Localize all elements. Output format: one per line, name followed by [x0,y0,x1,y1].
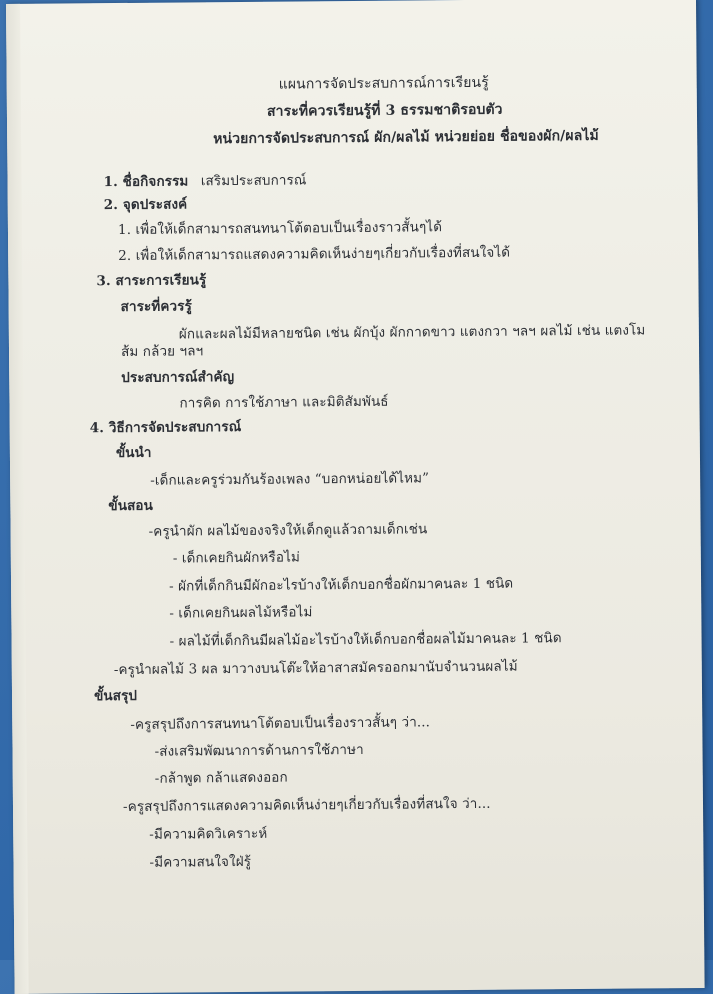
method-heading: 4. วิธีการจัดประสบการณ์ [89,418,242,437]
activity-value: เสริมประสบการณ์ [200,172,307,190]
intro-item: -เด็กและครูร่วมกันร้องเพลง “บอกหน่อยได้ไหม” [150,470,430,489]
content-text: ส้ม กล้วย ฯลฯ [120,343,204,361]
summary-item: -ครูสรุปถึงการแสดงความคิดเห็นง่ายๆเกี่ยวกับเรื่องที่สนใจ ว่า... [122,795,491,816]
objective-item: 1. เพื่อให้เด็กสามารถสนทนาโต้ตอบเป็นเรื่องราวสั้นๆได้ [117,219,443,239]
activity-row [103,168,306,192]
unit-line: หน่วยการจัดประสบการณ์ ผัก/ผลไม้ หน่วยย่อย ชื่อของผัก/ผลไม้ [213,127,599,148]
question-item: - ผลไม้ที่เด็กกินมีผลไม้อะไรบ้างให้เด็กบอกชื่อผลไม้มาคนละ 1 ชนิด [169,630,562,650]
key-experience-heading: ประสบการณ์สำคัญ [121,369,235,387]
activity-heading: 1. ชื่อกิจกรรม [103,173,189,191]
content-heading: 3. สาระการเรียนรู้ [96,272,207,290]
objectives-heading: 2. จุดประสงค์ [103,196,188,214]
summary-heading: ขั้นสรุป [93,687,138,705]
subject-line: สาระที่ควรเรียนรู้ที่ 3 ธรรมชาติรอบตัว [266,101,503,120]
summary-subitem: -มีความสนใจใฝ่รู้ [149,853,252,871]
document-page [6,0,705,994]
summary-subitem: -มีความคิดวิเคราะห์ [149,825,268,843]
page-edge [6,4,29,994]
teach-item: -ครูนำผัก ผลไม้ของจริงให้เด็กดูแล้วถามเด็กเช่น [148,521,428,540]
content-text: ผักและผลไม้มีหลายชนิด เช่น ผักบุ้ง ผักกาดขาว แตงกวา ฯลฯ ผลไม้ เช่น แตงโม [178,322,646,343]
key-experience-text: การคิด การใช้ภาษา และมิติสัมพันธ์ [179,393,389,412]
summary-subitem: -ส่งเสริมพัฒนาการด้านการใช้ภาษา [154,741,364,760]
objective-item: 2. เพื่อให้เด็กสามารถแสดงความคิดเห็นง่ายๆเกี่ยวกับเรื่องที่สนใจได้ [118,244,511,265]
question-item: - เด็กเคยกินผักหรือไม่ [172,549,301,567]
summary-item: -ครูสรุปถึงการสนทนาโต้ตอบเป็นเรื่องราวสั้นๆ ว่า... [130,714,431,733]
teach-item: -ครูนำผลไม้ 3 ผล มาวางบนโต๊ะให้อาสาสมัครออกมานับจำนวนผลไม้ [113,658,518,679]
teach-heading: ขั้นสอน [108,497,154,515]
should-know-heading: สาระที่ควรรู้ [120,298,192,316]
question-item: - ผักที่เด็กกินมีผักอะไรบ้างให้เด็กบอกชื่อผักมาคนละ 1 ชนิด [169,575,514,595]
summary-subitem: -กล้าพูด กล้าแสดงออก [154,769,288,787]
question-item: - เด็กเคยกินผลไม้หรือไม่ [169,604,313,622]
intro-heading: ขั้นนำ [115,444,152,462]
document-title: แผนการจัดประสบการณ์การเรียนรู้ [278,74,489,93]
